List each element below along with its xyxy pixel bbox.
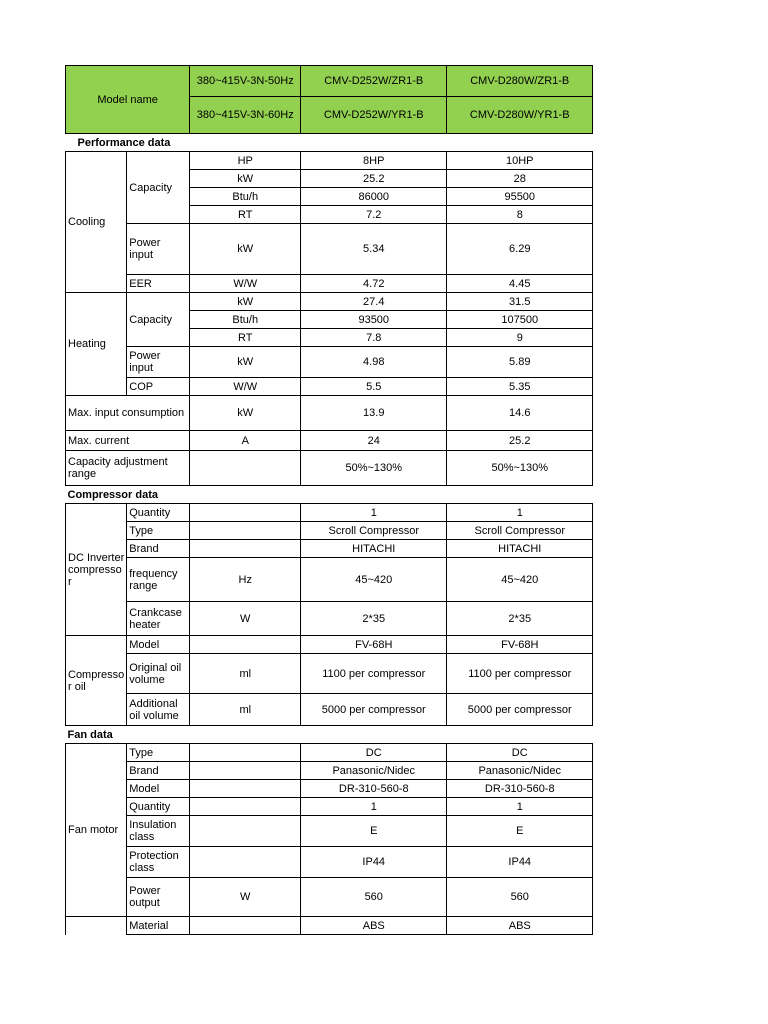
row-label: Capacity adjustment range — [66, 451, 190, 486]
table-row — [66, 540, 593, 558]
table-row — [66, 378, 593, 396]
value-cell: 27.4 — [301, 293, 447, 311]
unit-cell — [190, 451, 301, 486]
value-cell: 10HP — [447, 152, 593, 170]
value-cell: 5000 per compressor — [447, 694, 593, 726]
unit-cell — [190, 798, 301, 816]
unit-cell: W — [190, 878, 301, 917]
value-cell: 24 — [301, 431, 447, 451]
value-cell: 93500 — [301, 311, 447, 329]
value-cell: DC — [301, 744, 447, 762]
value-cell: 560 — [301, 878, 447, 917]
value-cell: 1100 per compressor — [447, 654, 593, 694]
value-cell: DC — [447, 744, 593, 762]
value-cell: 13.9 — [301, 396, 447, 431]
row-label: Power output — [127, 878, 190, 917]
table-row — [66, 654, 593, 694]
value-cell: DR-310-560-8 — [301, 780, 447, 798]
section-row — [66, 726, 593, 744]
table-row — [66, 636, 593, 654]
value-cell: 560 — [447, 878, 593, 917]
table-row — [66, 451, 593, 486]
value-cell: 107500 — [447, 311, 593, 329]
unit-cell: kW — [190, 347, 301, 378]
unit-cell: W/W — [190, 378, 301, 396]
value-cell: E — [447, 816, 593, 847]
value-cell: 8HP — [301, 152, 447, 170]
compressor-oil-label: Compresso r oil — [66, 636, 127, 726]
table-row — [66, 504, 593, 522]
unit-cell — [190, 762, 301, 780]
value-cell: 4.72 — [301, 275, 447, 293]
fan-motor-label: Fan motor — [66, 744, 127, 917]
unit-cell: HP — [190, 152, 301, 170]
cooling-capacity-label: Capacity — [127, 152, 190, 224]
performance-title: Performance data — [66, 134, 593, 152]
unit-cell: kW — [190, 396, 301, 431]
table-row — [66, 522, 593, 540]
unit-cell: ml — [190, 654, 301, 694]
value-cell: ABS — [301, 917, 447, 935]
value-cell: IP44 — [301, 847, 447, 878]
unit-cell: RT — [190, 206, 301, 224]
row-label: Insulation class — [127, 816, 190, 847]
unit-cell: A — [190, 431, 301, 451]
unit-cell — [190, 816, 301, 847]
model-2-60hz: CMV-D280W/YR1-B — [447, 97, 593, 134]
value-cell: 25.2 — [301, 170, 447, 188]
unit-cell — [190, 744, 301, 762]
unit-cell — [190, 522, 301, 540]
unit-cell: RT — [190, 329, 301, 347]
table-row — [66, 224, 593, 275]
value-cell: 25.2 — [447, 431, 593, 451]
spec-table — [65, 65, 593, 935]
model-1-50hz: CMV-D252W/ZR1-B — [301, 66, 447, 97]
value-cell: HITACHI — [447, 540, 593, 558]
row-label: Type — [127, 522, 190, 540]
row-label: Max. current — [66, 431, 190, 451]
fan-title: Fan data — [66, 726, 593, 744]
unit-cell: Btu/h — [190, 188, 301, 206]
table-row — [66, 396, 593, 431]
dc-inverter-label: DC Inverter compresso r — [66, 504, 127, 636]
empty-group-cell — [66, 917, 127, 935]
value-cell: DR-310-560-8 — [447, 780, 593, 798]
table-row — [66, 602, 593, 636]
unit-cell: W/W — [190, 275, 301, 293]
value-cell: ABS — [447, 917, 593, 935]
table-row — [66, 847, 593, 878]
value-cell: 50%~130% — [447, 451, 593, 486]
value-cell: 50%~130% — [301, 451, 447, 486]
unit-cell — [190, 504, 301, 522]
unit-cell — [190, 780, 301, 798]
cooling-label: Cooling — [66, 152, 127, 293]
table-row — [66, 744, 593, 762]
unit-cell: Hz — [190, 558, 301, 602]
value-cell: IP44 — [447, 847, 593, 878]
unit-cell: kW — [190, 293, 301, 311]
section-row — [66, 486, 593, 504]
unit-cell — [190, 540, 301, 558]
value-cell: 95500 — [447, 188, 593, 206]
unit-cell: W — [190, 602, 301, 636]
table-row — [66, 762, 593, 780]
unit-cell — [190, 917, 301, 935]
row-label: Material — [127, 917, 190, 935]
value-cell: FV-68H — [447, 636, 593, 654]
value-cell: 14.6 — [447, 396, 593, 431]
unit-cell: kW — [190, 170, 301, 188]
value-cell: 5.34 — [301, 224, 447, 275]
value-cell: E — [301, 816, 447, 847]
unit-cell: kW — [190, 224, 301, 275]
row-label: Brand — [127, 540, 190, 558]
table-row — [66, 780, 593, 798]
value-cell: 2*35 — [447, 602, 593, 636]
value-cell: 5.5 — [301, 378, 447, 396]
row-label: COP — [127, 378, 190, 396]
row-label: Quantity — [127, 798, 190, 816]
power-supply-50hz: 380~415V-3N-50Hz — [190, 66, 301, 97]
value-cell: 31.5 — [447, 293, 593, 311]
value-cell: 5.89 — [447, 347, 593, 378]
table-row — [66, 798, 593, 816]
heating-label: Heating — [66, 293, 127, 396]
unit-cell — [190, 847, 301, 878]
table-row — [66, 694, 593, 726]
value-cell: 1 — [301, 798, 447, 816]
value-cell: 1 — [301, 504, 447, 522]
value-cell: 1 — [447, 798, 593, 816]
compressor-title: Compressor data — [66, 486, 593, 504]
table-row — [66, 878, 593, 917]
table-row — [66, 293, 593, 311]
value-cell: 1100 per compressor — [301, 654, 447, 694]
table-row — [66, 917, 593, 935]
table-row — [66, 275, 593, 293]
row-label: Type — [127, 744, 190, 762]
row-label: EER — [127, 275, 190, 293]
model-name-label: Model name — [66, 66, 190, 134]
value-cell: 7.2 — [301, 206, 447, 224]
table-row — [66, 431, 593, 451]
unit-cell: ml — [190, 694, 301, 726]
value-cell: HITACHI — [301, 540, 447, 558]
value-cell: 86000 — [301, 188, 447, 206]
model-2-50hz: CMV-D280W/ZR1-B — [447, 66, 593, 97]
header-row — [66, 66, 593, 97]
table-row — [66, 816, 593, 847]
table-row — [66, 558, 593, 602]
value-cell: 7.8 — [301, 329, 447, 347]
row-label: Additional oil volume — [127, 694, 190, 726]
model-1-60hz: CMV-D252W/YR1-B — [301, 97, 447, 134]
heating-capacity-label: Capacity — [127, 293, 190, 347]
row-label: Crankcase heater — [127, 602, 190, 636]
value-cell: 1 — [447, 504, 593, 522]
row-label: Quantity — [127, 504, 190, 522]
row-label: Brand — [127, 762, 190, 780]
value-cell: 45~420 — [447, 558, 593, 602]
value-cell: Panasonic/Nidec — [447, 762, 593, 780]
row-label: Power input — [127, 224, 190, 275]
value-cell: 4.98 — [301, 347, 447, 378]
row-label: Model — [127, 780, 190, 798]
value-cell: Scroll Compressor — [447, 522, 593, 540]
value-cell: 28 — [447, 170, 593, 188]
value-cell: 5000 per compressor — [301, 694, 447, 726]
row-label: Max. input consumption — [66, 396, 190, 431]
row-label: frequency range — [127, 558, 190, 602]
row-label: Power input — [127, 347, 190, 378]
table-row — [66, 347, 593, 378]
power-supply-60hz: 380~415V-3N-60Hz — [190, 97, 301, 134]
value-cell: 8 — [447, 206, 593, 224]
value-cell: Scroll Compressor — [301, 522, 447, 540]
value-cell: 45~420 — [301, 558, 447, 602]
section-row — [66, 134, 593, 152]
value-cell: FV-68H — [301, 636, 447, 654]
value-cell: Panasonic/Nidec — [301, 762, 447, 780]
value-cell: 9 — [447, 329, 593, 347]
row-label: Original oil volume — [127, 654, 190, 694]
row-label: Protection class — [127, 847, 190, 878]
value-cell: 4.45 — [447, 275, 593, 293]
table-row — [66, 152, 593, 170]
unit-cell — [190, 636, 301, 654]
value-cell: 6.29 — [447, 224, 593, 275]
unit-cell: Btu/h — [190, 311, 301, 329]
value-cell: 5.35 — [447, 378, 593, 396]
value-cell: 2*35 — [301, 602, 447, 636]
row-label: Model — [127, 636, 190, 654]
